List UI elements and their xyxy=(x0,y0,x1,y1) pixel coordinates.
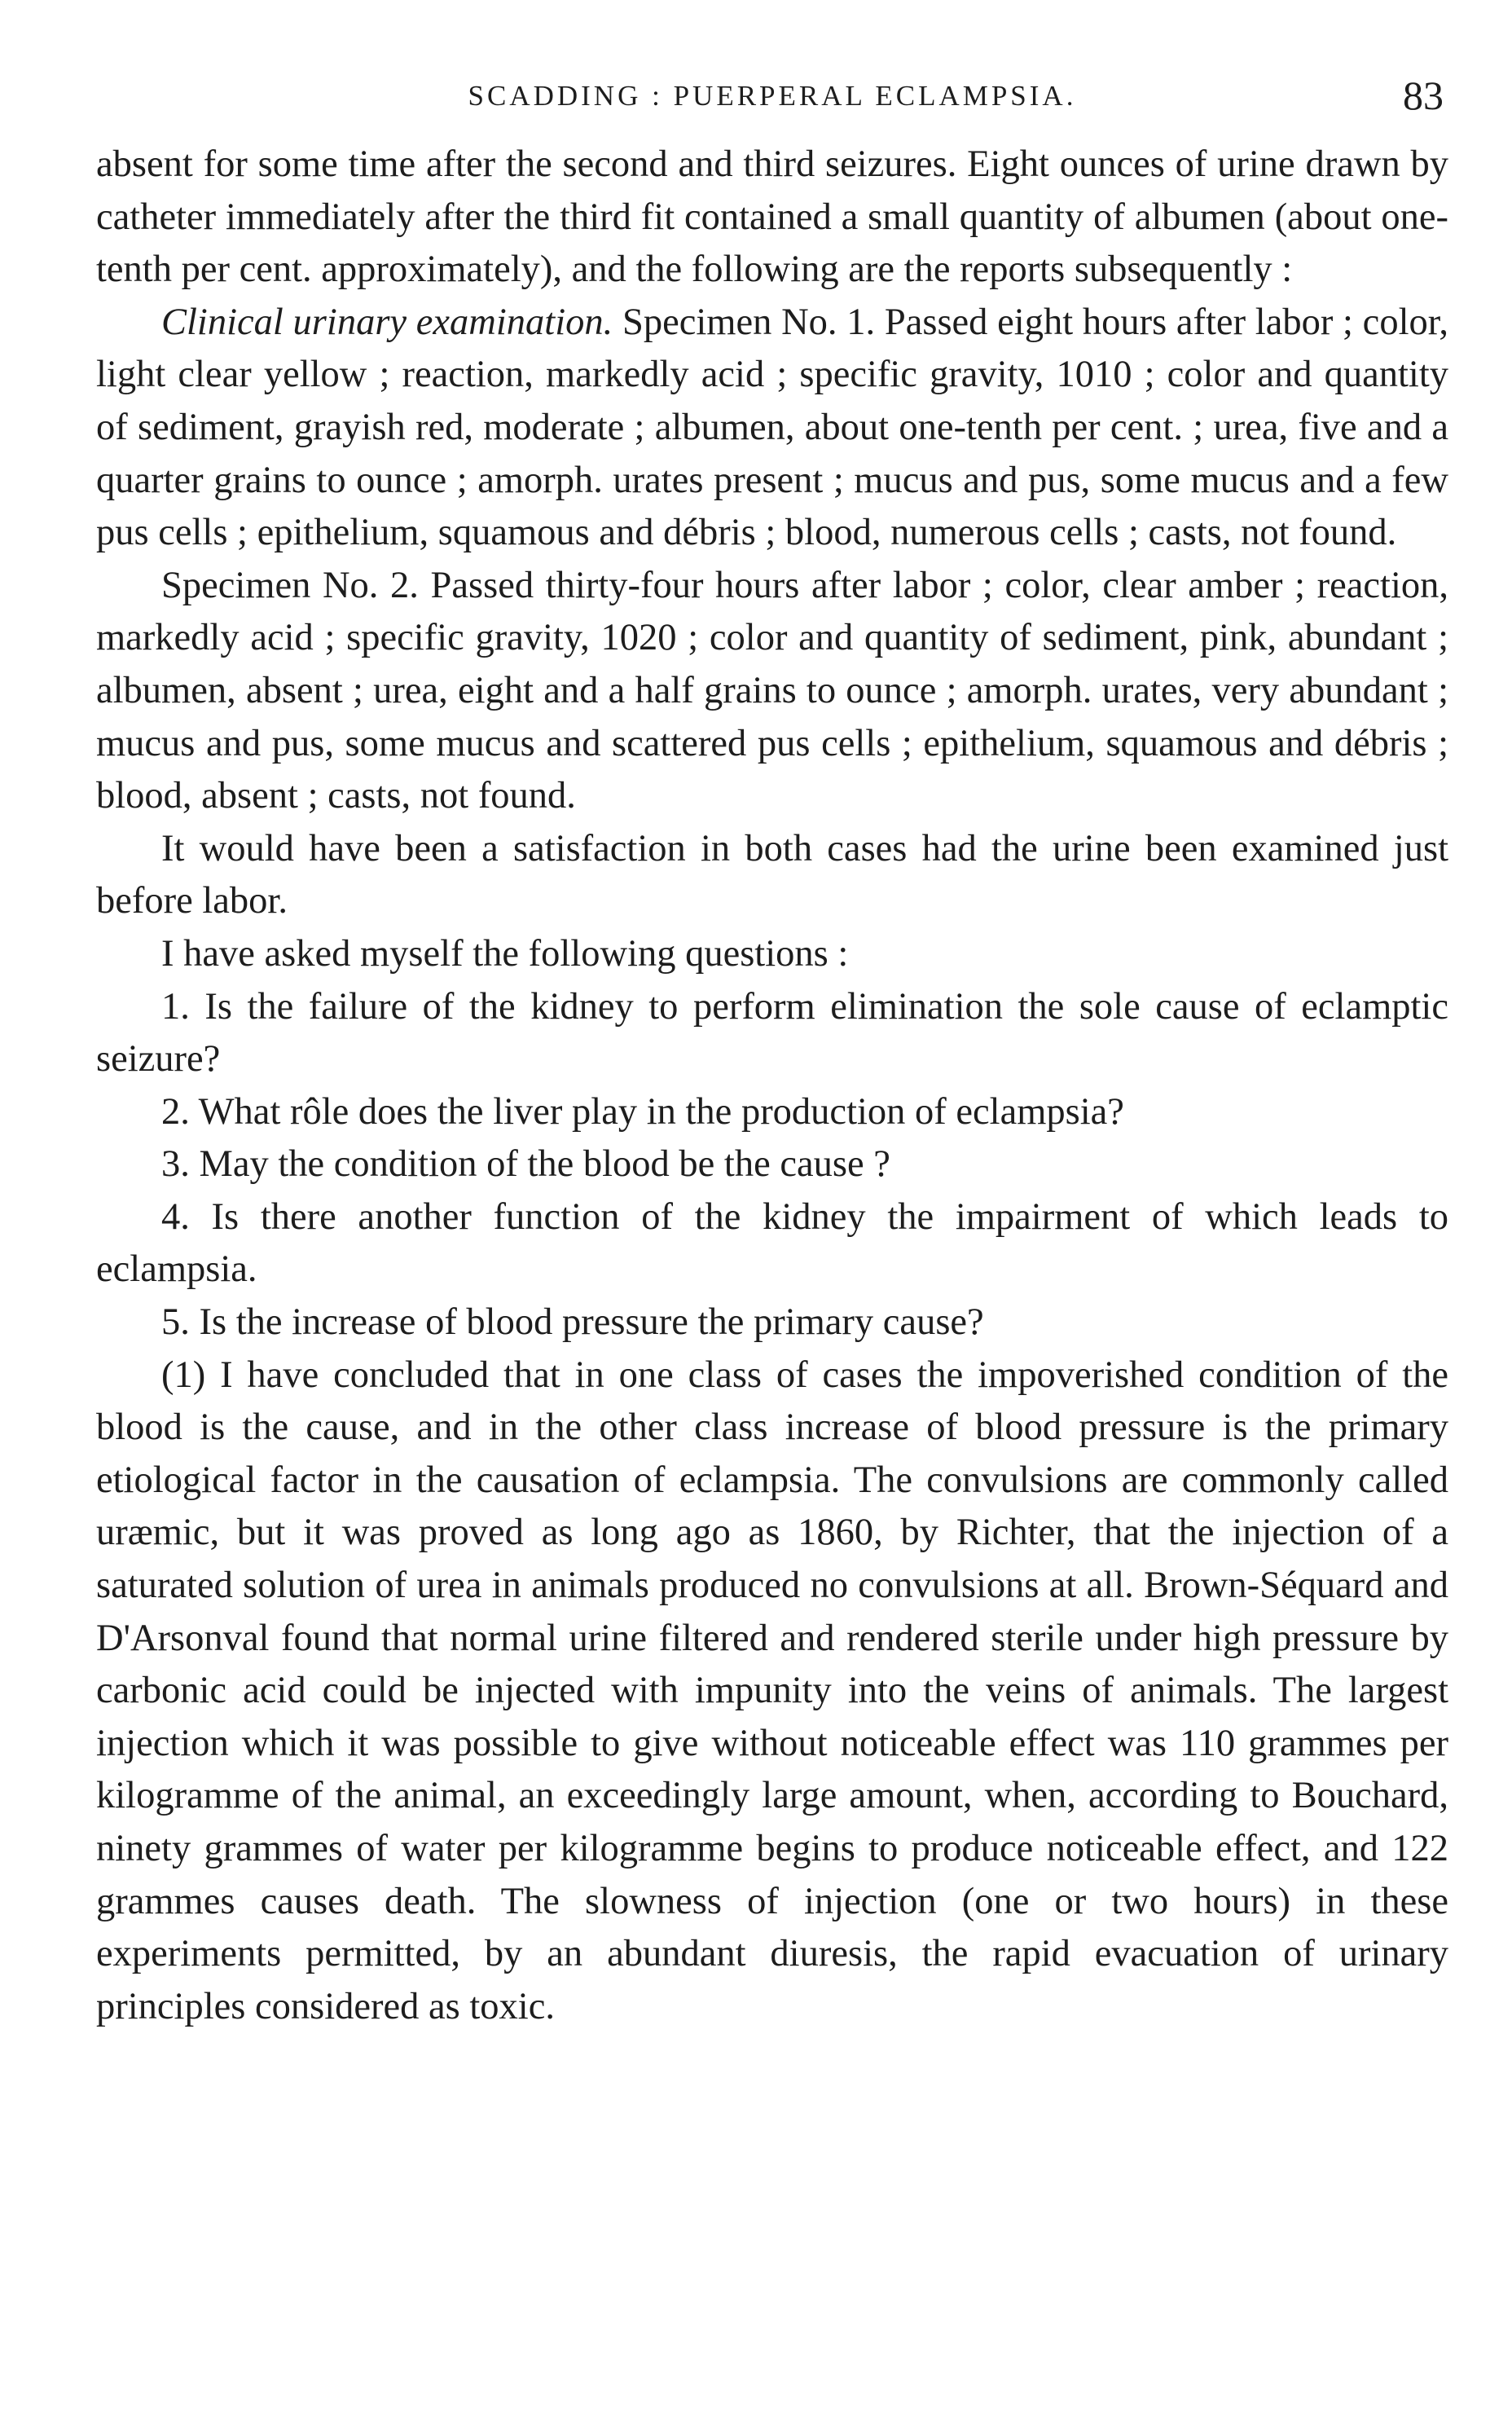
question-1: 1. Is the failure of the kidney to perform elimination the sole cause of eclamptic seizure? xyxy=(96,985,1448,1081)
paragraph-continuation: absent for some time after the second and third seizures. Eight ounces of urine drawn by catheter immediately after the third fit contained a small quantity of albumen (about one-tenth per cent. approximately), and the following are the reports subsequently : xyxy=(96,143,1448,291)
book-page xyxy=(96,72,1448,2033)
clinical-examination-heading: Clinical urinary examination. xyxy=(161,301,613,343)
paragraph-conclusion: (1) I have concluded that in one class of cases the impoverished condition of the blood is the cause, and in the other class increase of blood pressure is the primary etiological factor in the causation of eclampsia. The convulsions are commonly called uræmic, but it was proved as long ago as 1860, by Richter, that the injection of a saturated solution of urea in animals produced no convulsions at all. Brown-Séquard and D'Arsonval found that normal urine filtered and rendered sterile under high pressure by carbonic acid could be injected with impunity into the veins of animals. The largest injection which it was possible to give without noticeable effect was 110 grammes per kilogramme of the animal, an exceedingly large amount, when, according to Bouchard, ninety grammes of water per kilogramme begins to produce noticeable effect, and 122 grammes causes death. The slowness of injection (one or two hours) in these experiments permitted, by an abundant diuresis, the rapid evacuation of urinary principles considered as toxic. xyxy=(96,1354,1448,2027)
paragraph-satisfaction: It would have been a satisfaction in both cases had the urine been examined just before labor. xyxy=(96,827,1448,922)
paragraph-specimen-2: Specimen No. 2. Passed thirty-four hours after labor ; color, clear amber ; reaction, markedly acid ; specific gravity, 1020 ; color and quantity of sediment, pink, abundant ; albumen, absent ; urea, eight and a half grains to ounce ; amorph. urates, very abundant ; mucus and pus, some mucus and scattered pus cells ; epithelium, squamous and débris ; blood, absent ; casts, not found. xyxy=(96,564,1448,817)
paragraph-questions-intro: I have asked myself the following questions : xyxy=(161,932,849,975)
body-text xyxy=(96,139,1448,2033)
question-5: 5. Is the increase of blood pressure the primary cause? xyxy=(161,1301,984,1344)
running-head: SCADDING : PUERPERAL ECLAMPSIA. xyxy=(468,80,1077,112)
question-2: 2. What rôle does the liver play in the production of eclampsia? xyxy=(161,1090,1124,1133)
specimen-1-report: Specimen No. 1. Passed eight hours after labor ; color, light clear yellow ; reaction, markedly acid ; specific gravity, 1010 ; color and quantity of sediment, grayish red, moderate ; albumen, about one-tenth per cent. ; urea, five and a quarter grains to ounce ; amorph. urates present ; mucus and pus, some mucus and a few pus cells ; epithelium, squamous and débris ; blood, numerous cells ; casts, not found. xyxy=(96,301,1448,554)
question-4: 4. Is there another function of the kidney the impairment of which leads to eclampsia. xyxy=(96,1195,1448,1291)
paragraph-specimen-1 xyxy=(96,297,1448,560)
page-number: 83 xyxy=(1403,73,1444,118)
page-header xyxy=(96,72,1448,121)
question-3: 3. May the condition of the blood be the cause ? xyxy=(161,1143,890,1186)
